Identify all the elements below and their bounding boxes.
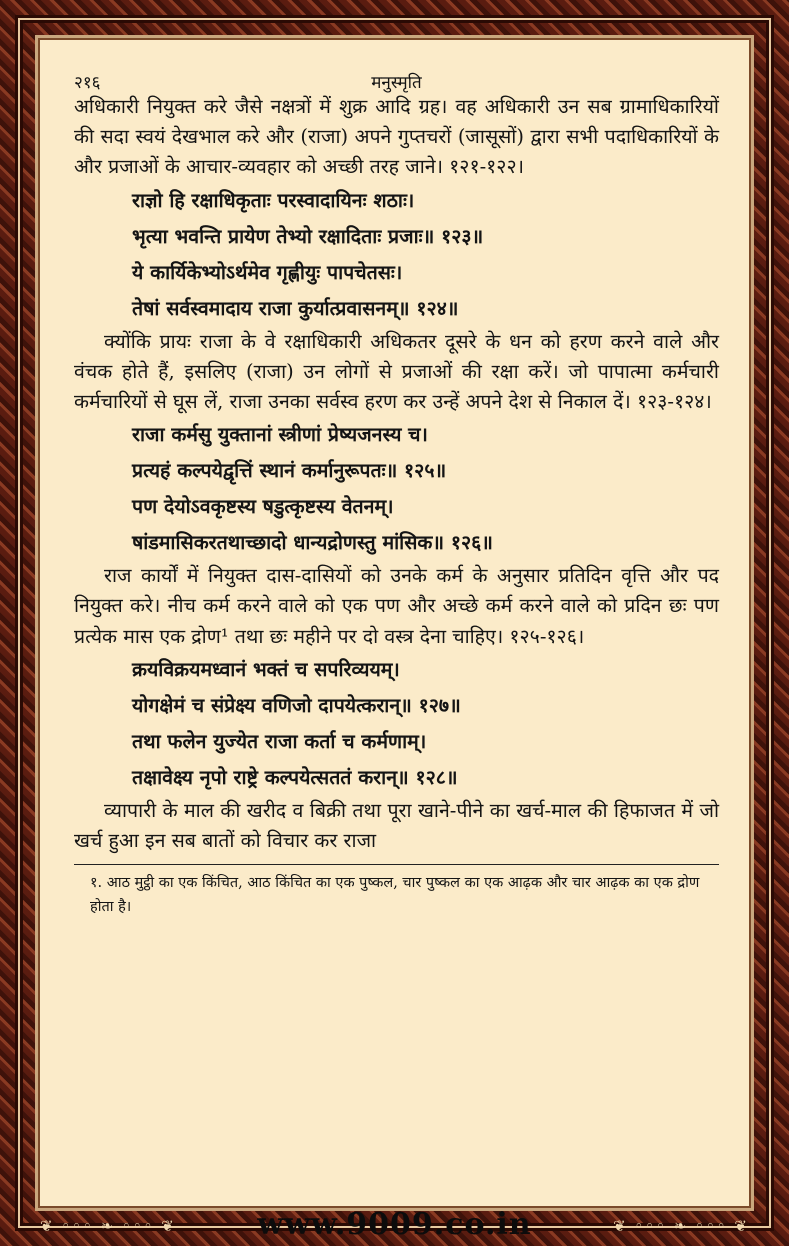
- verse-line: योगक्षेमं च संप्रेक्ष्य वणिजो दापयेत्करान्॥ १२७॥: [132, 693, 461, 717]
- scroll-ornament-left: ❦ ◦◦◦ ❧ ◦◦◦ ❦: [40, 1217, 176, 1235]
- verse-line: तथा फलेन युज्येत राजा कर्ता च कर्मणाम्।: [132, 729, 427, 753]
- footnote-divider: [74, 864, 719, 865]
- verse-line: पण देयोऽवकृष्टस्य षडुत्कृष्टस्य वेतनम्।: [132, 495, 394, 519]
- paragraph-4: व्यापारी के माल की खरीद व बिक्री तथा पूरा खाने-पीने का खर्च-माल की हिफाजत में जो खर्च हुआ इन सब बातों को विचार कर राजा: [74, 798, 719, 853]
- verse-line: तक्षावेक्ष्य नृपो राष्ट्रे कल्पयेत्सततं करान्॥ १२८॥: [132, 765, 458, 789]
- verse-block-2: [74, 417, 719, 561]
- book-title: मनुस्मृति: [371, 73, 422, 93]
- paragraph-1: अधिकारी नियुक्त करे जैसे नक्षत्रों में शुक्र आदि ग्रह। वह अधिकारी उन सब ग्रामाधिकारियों की सदा स्वयं देखभाल करे और (राजा) अपने गुप्तचरों (जासूसों) द्वारा सभी पदाधिकारियों के और प्रजाओं के आचार-व्यवहार को अच्छी तरह जाने। १२१-१२२।: [74, 95, 719, 179]
- paragraph-3: राज कार्यों में नियुक्त दास-दासियों को उनके कर्म के अनुसार प्रतिदिन वृत्ति और पद नियुक्त करे। नीच कर्म करने वाले को एक पण और अच्छे कर्म करने वाले को प्रदिन छः पण प्रत्येक मास एक द्रोण¹ तथा छः महीने पर दो वस्त्र देना चाहिए। १२५-१२६।: [74, 564, 719, 648]
- page-number: २१६: [74, 73, 101, 93]
- book-page: [38, 38, 751, 1208]
- verse-line: क्रयविक्रयमध्वानं भक्तं च सपरिव्ययम्।: [132, 657, 400, 681]
- scroll-ornament-right: ❦ ◦◦◦ ❧ ◦◦◦ ❦: [613, 1217, 749, 1235]
- verse-block-1: [74, 183, 719, 327]
- paragraph-2: क्योंकि प्रायः राजा के वे रक्षाधिकारी अधिकतर दूसरे के धन को हरण करने वाले और वंचक होते हैं, इसलिए (राजा) उन लोगों से प्रजाओं की रक्षा करें। जो पापात्मा कर्मचारी कर्मचारियों से घूस लें, राजा उनका सर्वस्व हरण कर उन्हें अपने देश से निकाल दें। १२३-१२४।: [74, 329, 719, 414]
- verse-line: राजा कर्मसु युक्तानां स्त्रीणां प्रेष्यजनस्य च।: [132, 423, 428, 447]
- verse-line: तेषां सर्वस्वमादाय राजा कुर्यात्प्रवासनम्॥ १२४॥: [132, 296, 459, 320]
- verse-line: प्रत्यहं कल्पयेद्वृत्तिं स्थानं कर्मानुरूपतः॥ १२५॥: [132, 459, 447, 483]
- running-head: [74, 40, 719, 92]
- verse-line: षांडमासिकरतथाच्छादो धान्यद्रोणस्तु मांसिक॥ १२६॥: [132, 531, 493, 555]
- verse-line: राज्ञो हि रक्षाधिकृताः परस्वादायिनः शठाः।: [132, 188, 415, 212]
- verse-line: भृत्या भवन्ति प्रायेण तेभ्यो रक्षादिताः प्रजाः॥ १२३॥: [132, 224, 484, 248]
- verse-block-3: [74, 652, 719, 796]
- verse-line: ये कार्यिकेभ्योऽर्थमेव गृह्णीयुः पापचेतसः।: [132, 260, 403, 284]
- website-url: www.9009.co.in: [257, 1207, 532, 1242]
- footnote: १. आठ मुट्ठी का एक किंचित, आठ किंचित का एक पुष्कल, चार पुष्कल का एक आढ़क और चार आढ़क का एक द्रोण होता है।: [90, 875, 700, 916]
